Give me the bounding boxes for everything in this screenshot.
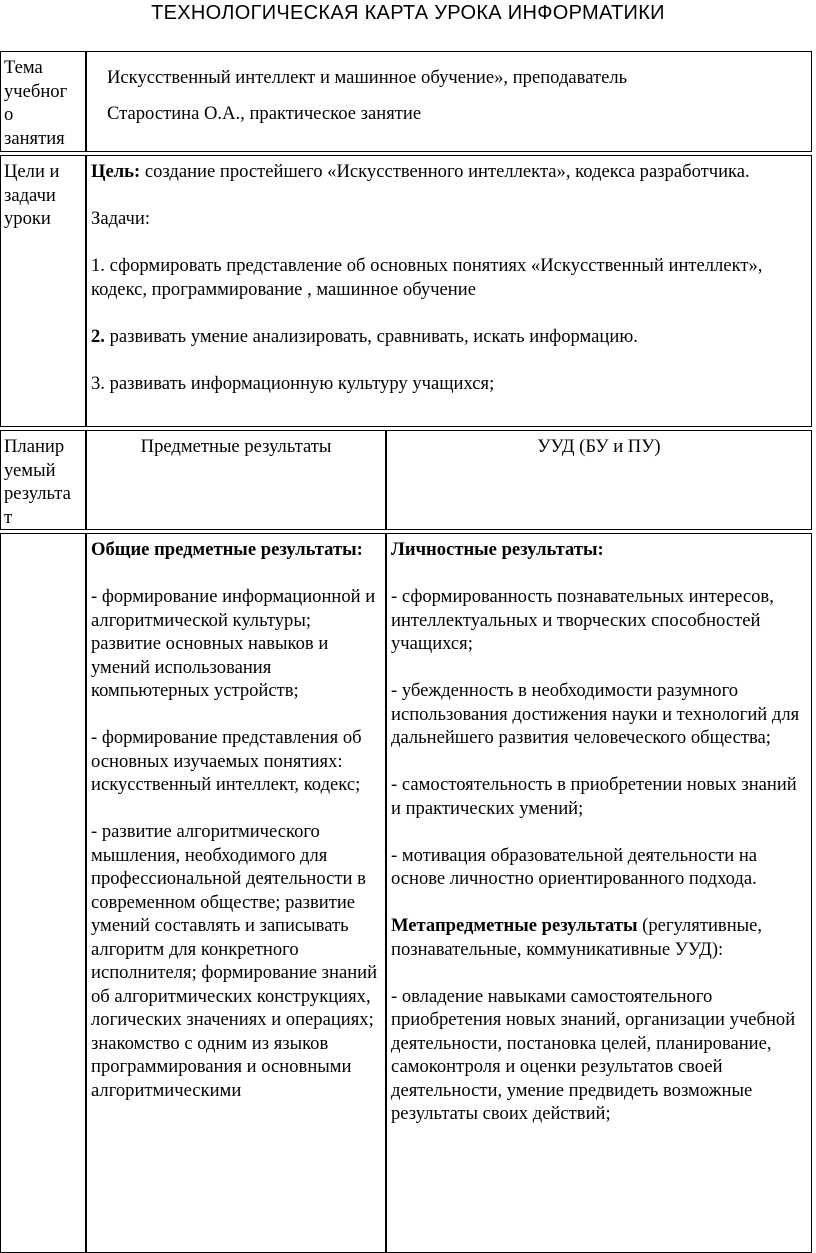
topic-label-line: о [4, 104, 14, 125]
subject-results-header-cell [86, 430, 386, 530]
subject-item: - развитие алгоритмического мышления, необходимого для профессиональной деятельности в современном обществе; развитие умений составлять и записывать алгоритм для конкретного исполнителя; формирование знаний об алгоритмических конструкциях, логических значениях и операциях; знакомство с одним из языков программирования и основными алгоритмическими [91, 821, 378, 1101]
subject-item: - формирование информационной и алгоритмической культуры; развитие основных навыков и умений использования компьютерных устройств; [91, 586, 376, 701]
subject-results-cell [86, 533, 386, 1253]
planned-label-line: Планир [4, 436, 65, 457]
tasks-label: Задачи: [91, 208, 151, 229]
meta-item: - овладение навыками самостоятельного приобретения новых знаний, организации учебной деятельности, постановка целей, планирование, самоконтроля и оценки результатов своей деятельности, умение предвидеть возможные результаты своих действий; [391, 985, 796, 1124]
personal-item: - самостоятельность в приобретении новых знаний и практических умений; [391, 774, 797, 819]
personal-item: - убежденность в необходимости разумного использования достижения науки и технологий для дальнейшего развития человеческого общества; [391, 680, 800, 748]
results-label-cell [0, 533, 86, 1253]
goal-text: создание простейшего «Искусственного интеллекта», кодекса разработчика. [140, 161, 750, 182]
goals-label-line: уроки [4, 208, 51, 229]
uud-results-cell [386, 533, 812, 1253]
goals-content-cell [86, 155, 812, 427]
personal-results-heading-text: Личностные результаты: [391, 539, 604, 560]
topic-label-line: занятия [4, 127, 65, 149]
personal-item: - мотивация образовательной деятельности на основе личностно ориентированного подхода. [391, 844, 758, 889]
goal-label: Цель: [91, 161, 141, 182]
task-2-number: 2. [91, 325, 105, 347]
task-3: 3. развивать информационную культуру учащихся; [91, 372, 495, 394]
personal-results-heading [391, 538, 807, 562]
uud-header: УУД (БУ и ПУ) [537, 436, 661, 457]
topic-line-1: Искусственный интеллект и машинное обучение», преподаватель [107, 67, 628, 88]
topic-line-2: Старостина О.А., практическое занятие [107, 102, 422, 124]
personal-item: - сформированность познавательных интересов, интеллектуальных и творческих способностей учащихся; [391, 586, 774, 654]
meta-results-heading [391, 914, 807, 961]
subject-item: - формирование представления об основных изучаемых понятиях: искусственный интеллект, кодекс; [91, 727, 362, 795]
planned-label-line: уемый [4, 459, 56, 481]
subject-results-heading [91, 538, 381, 562]
topic-label-cell [0, 51, 86, 152]
document-title: ТЕХНОЛОГИЧЕСКАЯ КАРТА УРОКА ИНФОРМАТИКИ [151, 2, 665, 24]
meta-results-heading-rest: (регулятивные, познавательные, коммуникативные УУД): [391, 915, 763, 960]
subject-results-header: Предметные результаты [140, 436, 332, 457]
planned-label-line: результа [4, 483, 71, 504]
topic-content-cell [86, 51, 812, 152]
task-1: 1. сформировать представление об основных понятиях «Искусственный интеллект», кодекс, программирование , машинное обучение [91, 255, 763, 300]
planned-label-cell [0, 430, 86, 530]
topic-label-line: Тема [4, 57, 43, 78]
meta-results-heading-bold: Метапредметные результаты [391, 915, 638, 936]
goals-label-cell [0, 155, 86, 427]
task-2 [91, 325, 807, 349]
uud-header-cell [386, 430, 812, 530]
planned-label-line: т [4, 506, 13, 528]
goals-label-line: Цели и [4, 161, 60, 182]
goal-statement [91, 160, 807, 184]
topic-label-line: учебног [4, 80, 68, 102]
task-2-text: развивать умение анализировать, сравнивать, искать информацию. [104, 325, 638, 347]
goals-label-line: задачи [4, 184, 56, 206]
subject-results-heading-text: Общие предметные результаты: [91, 539, 363, 560]
topic-label [4, 56, 82, 150]
